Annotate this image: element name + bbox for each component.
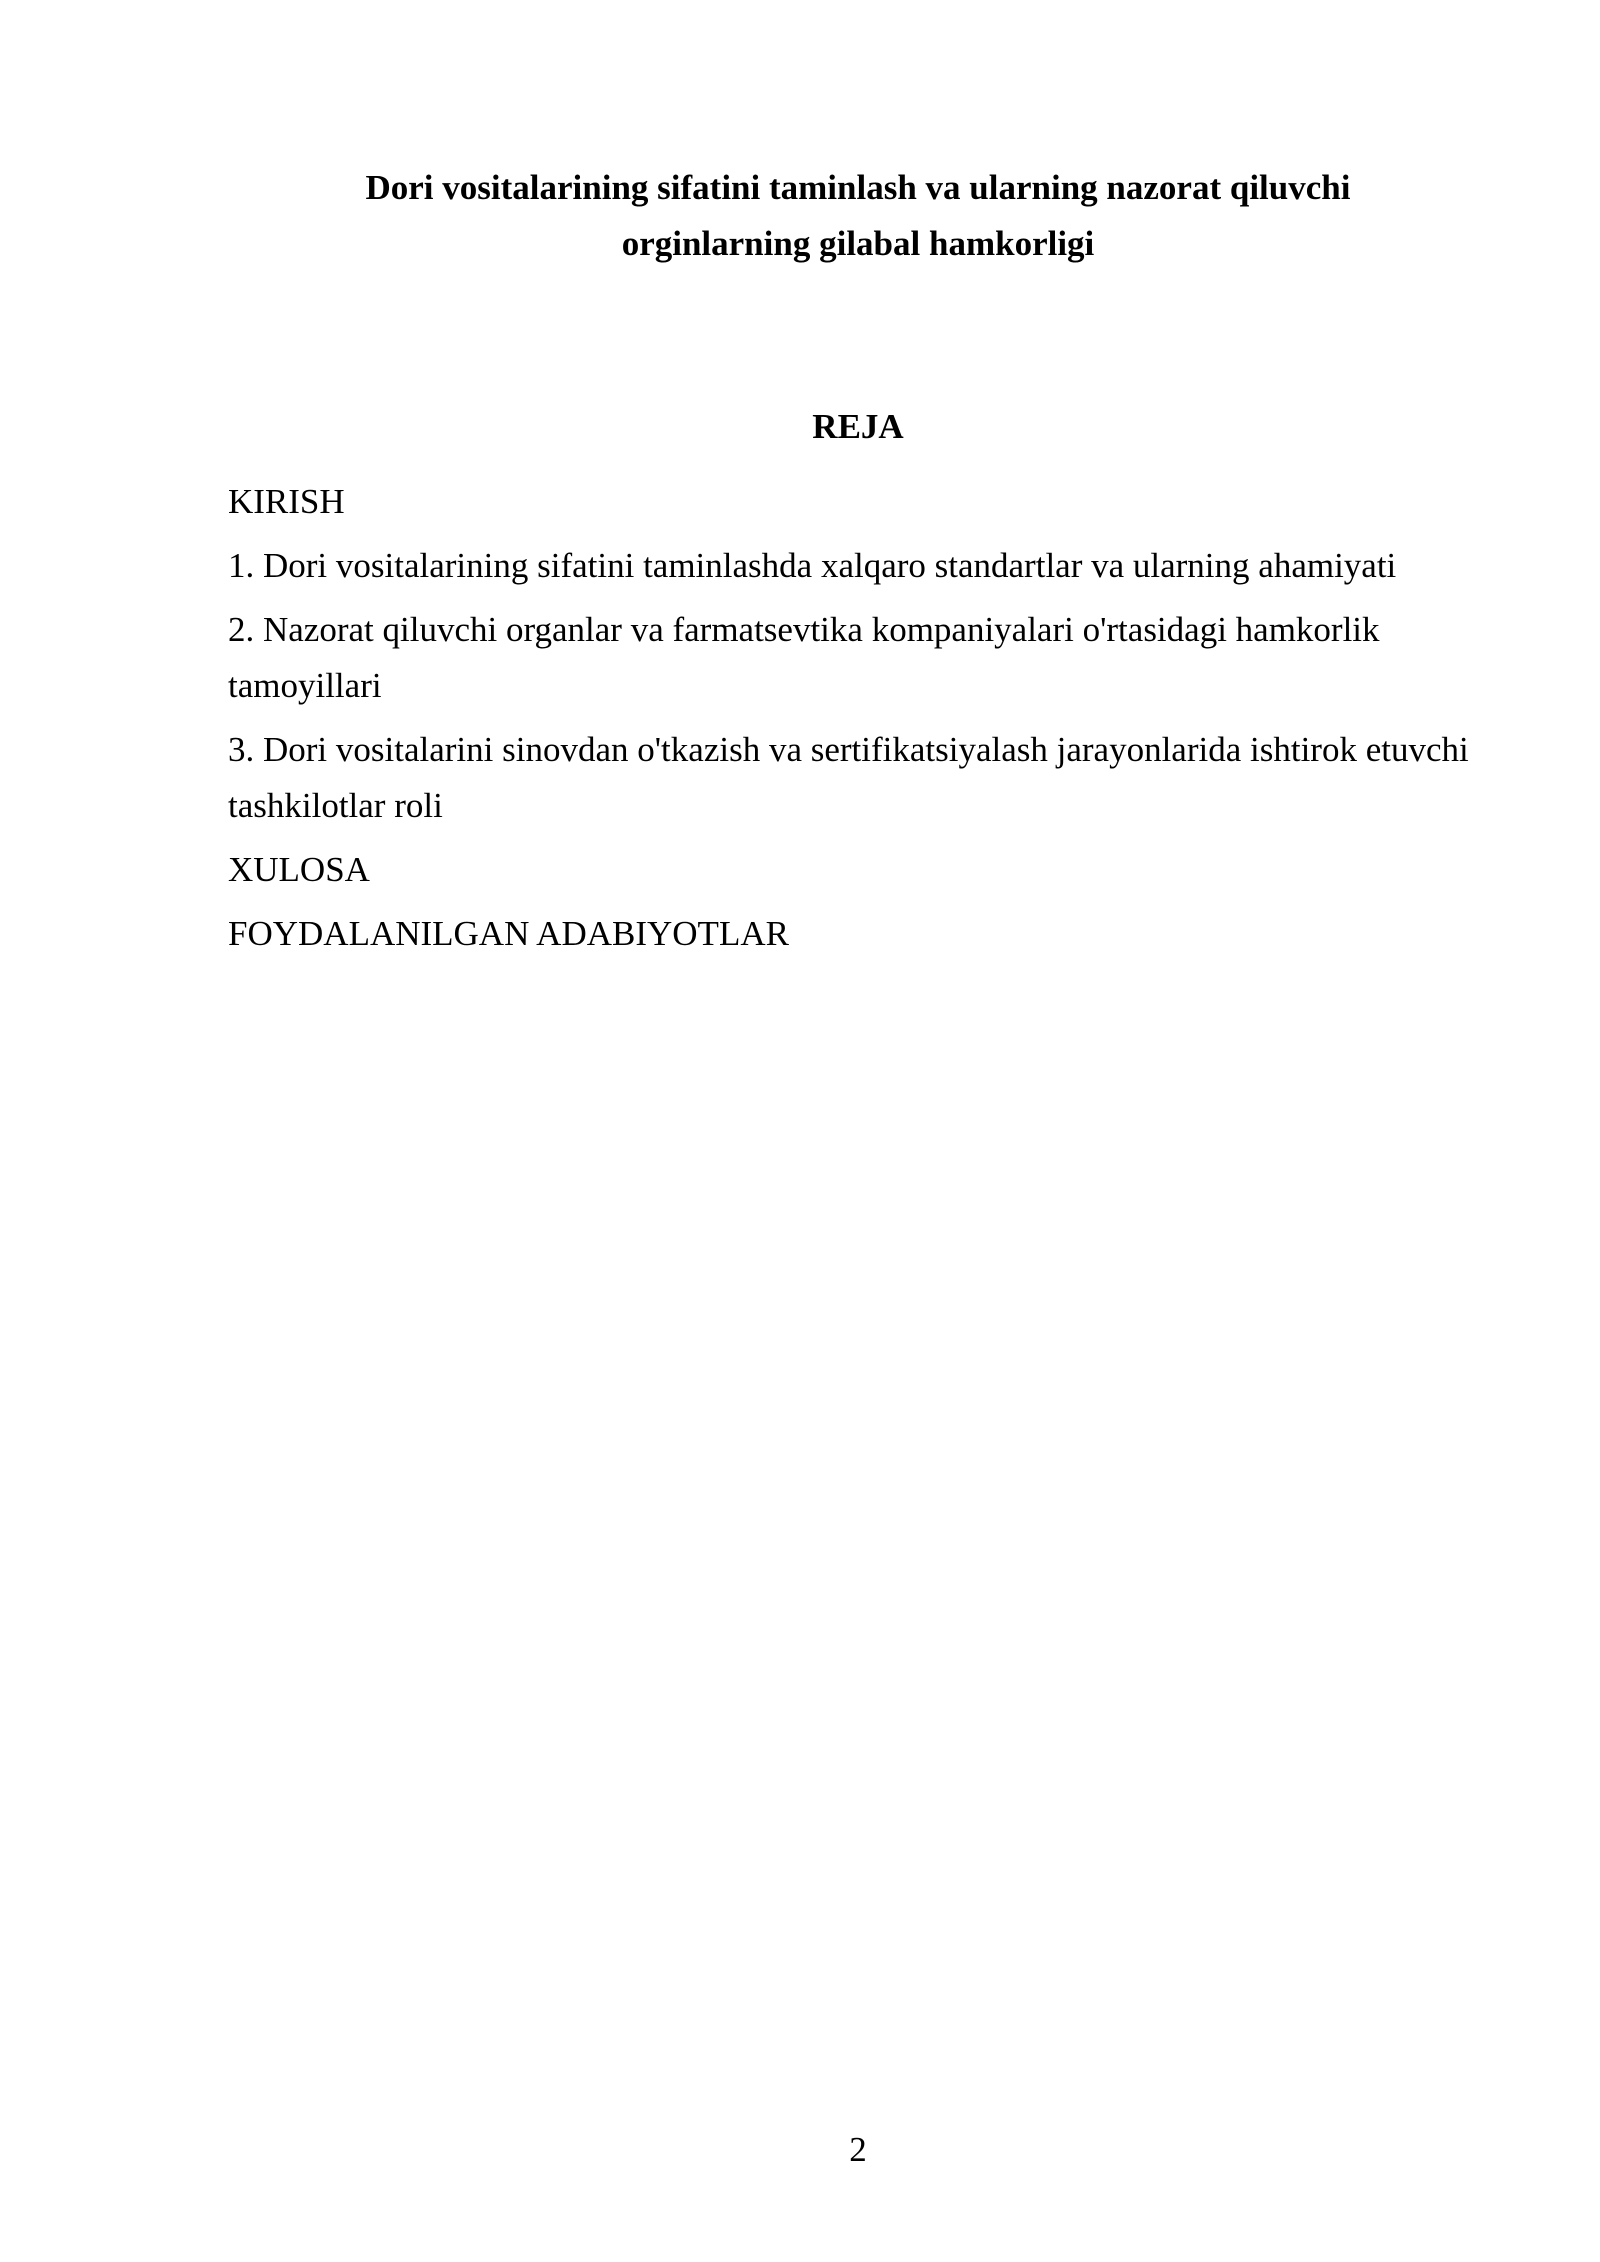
plan-item-references: FOYDALANILGAN ADABIYOTLAR	[228, 914, 789, 953]
plan-item-conclusion: XULOSA	[228, 850, 370, 889]
document-title-line-1: Dori vositalarining sifatini taminlash va ularning nazorat qiluvchi	[365, 168, 1351, 207]
document-title	[228, 160, 1488, 272]
plan-item-1: 1. Dori vositalarining sifatini taminlashda xalqaro standartlar va ularning ahamiyati	[228, 546, 1397, 585]
document-title-line-2: orginlarning gilabal hamkorligi	[621, 224, 1095, 263]
page-number: 2	[849, 2130, 867, 2169]
plan-item-introduction: KIRISH	[228, 482, 345, 521]
plan-item-2: 2. Nazorat qiluvchi organlar va farmatsevtika kompaniyalari o'rtasidagi hamkorlik tamoyillari	[228, 610, 1380, 705]
plan-list	[228, 474, 1518, 970]
plan-heading: REJA	[812, 407, 904, 446]
plan-item-3: 3. Dori vositalarini sinovdan o'tkazish va sertifikatsiyalash jarayonlarida ishtirok etuvchi tashkilotlar roli	[228, 730, 1469, 825]
